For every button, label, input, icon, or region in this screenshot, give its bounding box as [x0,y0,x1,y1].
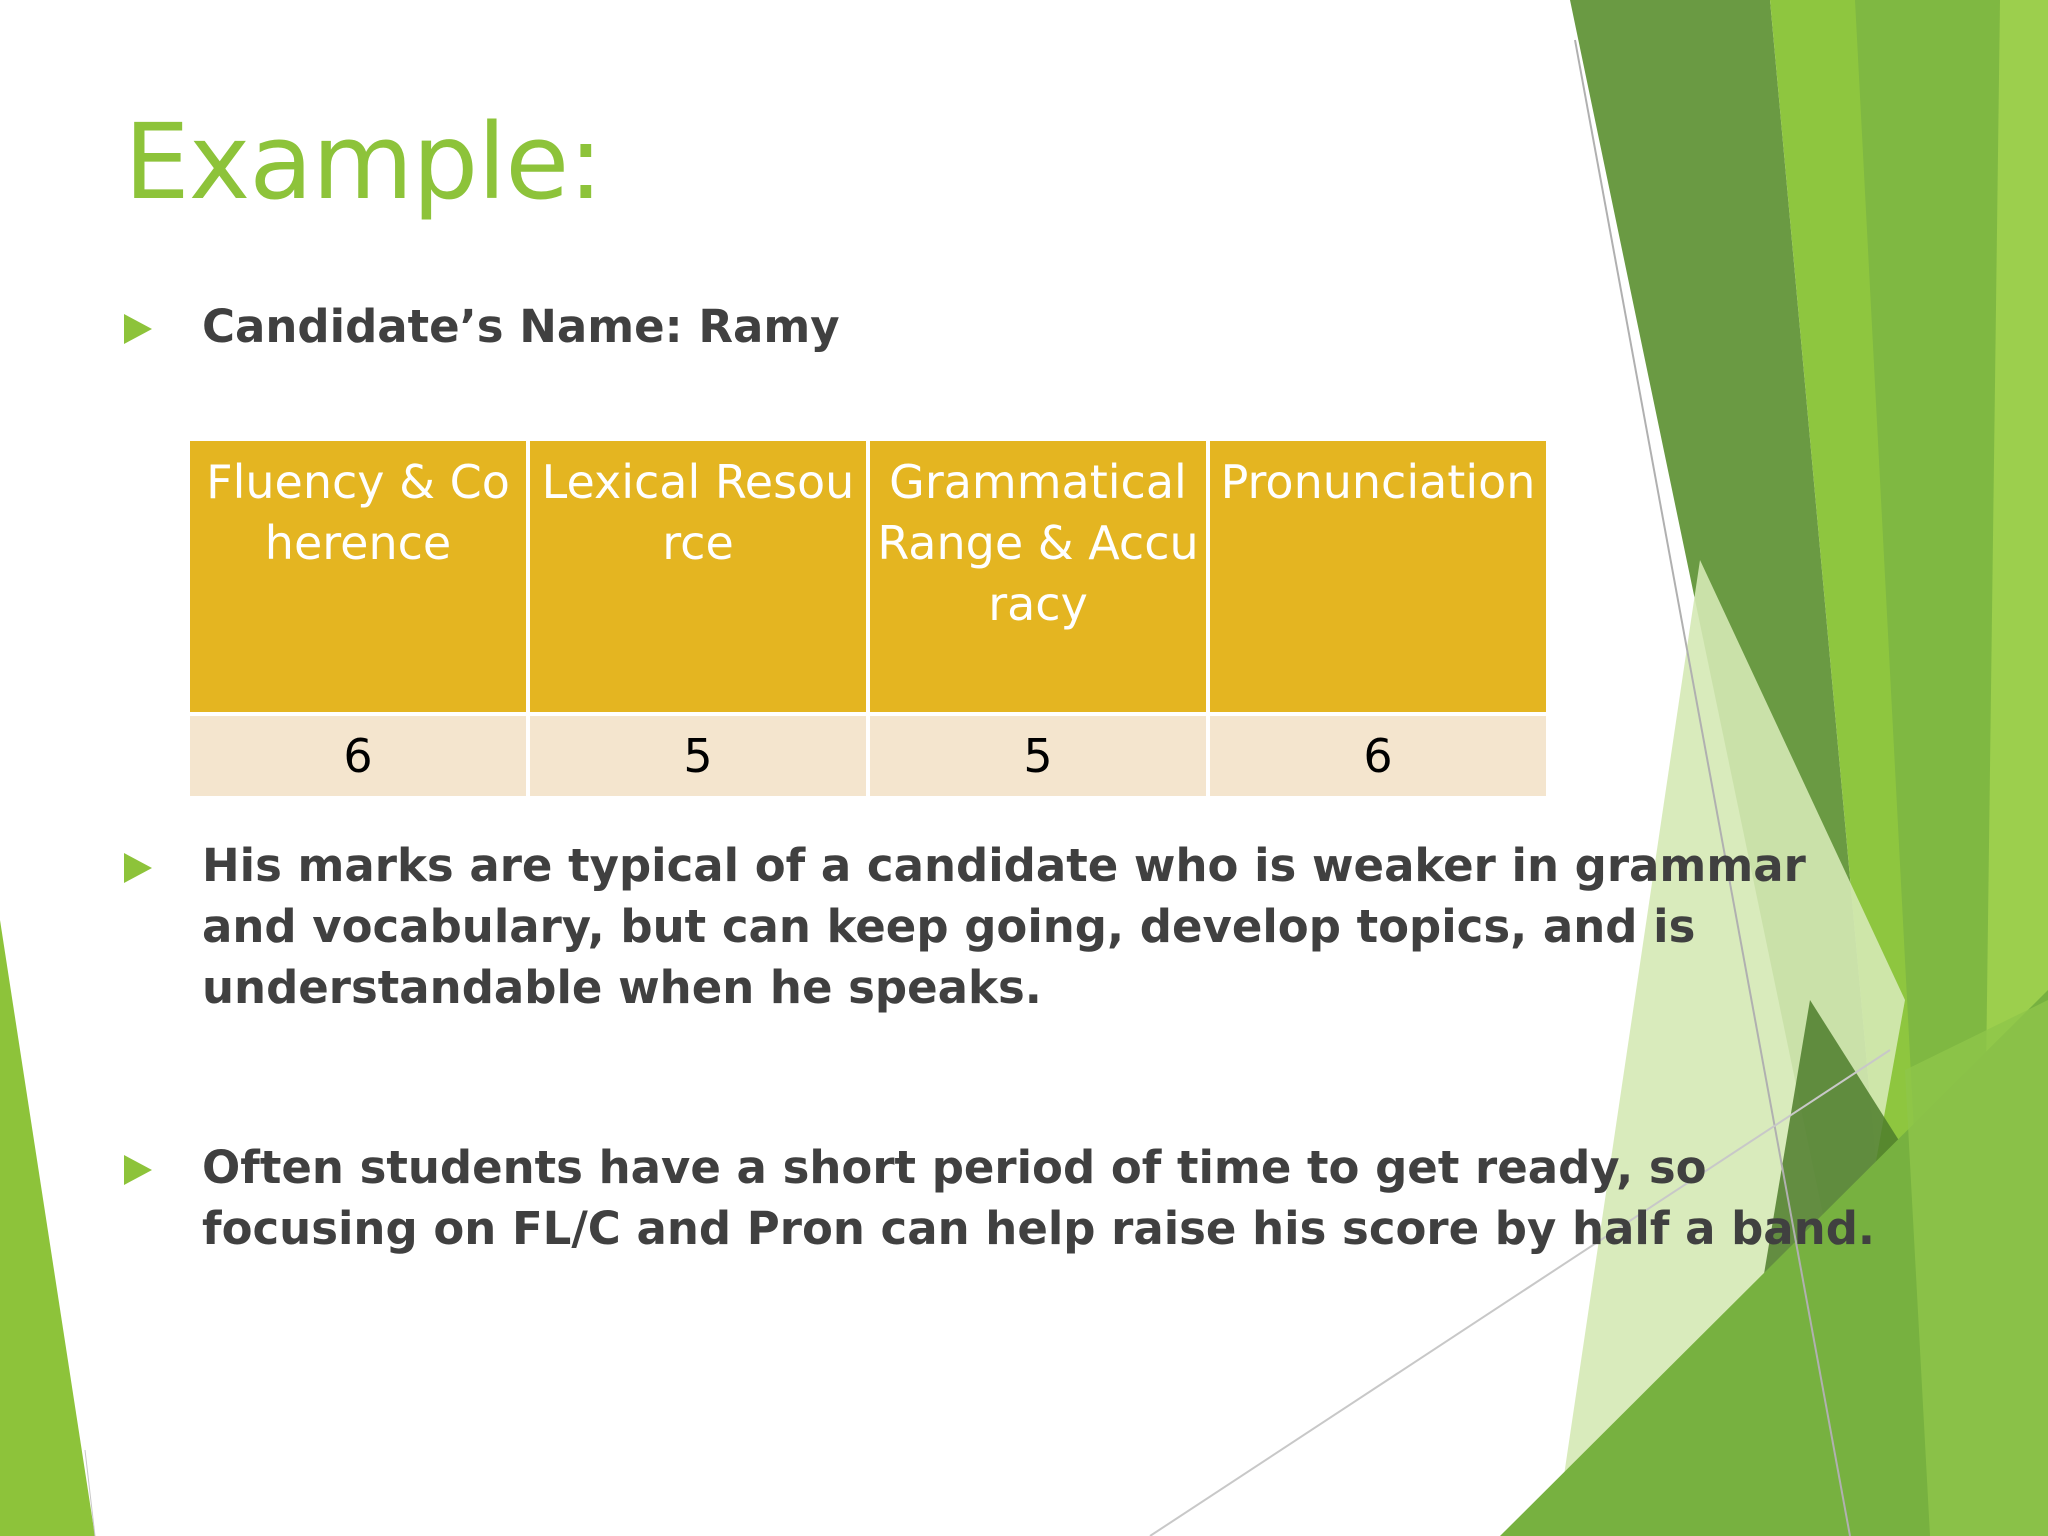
left-green-wedge [0,920,95,1536]
score-table-row [188,714,1548,798]
bullet-arrow-icon [124,1155,152,1185]
bottom-green-highlight [1905,1000,2048,1536]
score-grammatical-range-accuracy: 5 [868,714,1208,798]
bullet-text: Often students have a short period of time to get ready, so focusing on FL/C and Pron can help raise his score by half a band. [202,1141,1876,1255]
bullet-arrow-icon [124,314,152,344]
bullet-preparation-advice [124,1137,1904,1259]
header-grammatical-range-accuracy: Grammatical Range & Accuracy [868,439,1208,714]
slide-title: Example: [124,101,603,223]
bullet-candidate-name [124,296,1904,357]
bullet-text: Candidate’s Name: Ramy [202,300,840,353]
bullet-arrow-icon [124,853,152,883]
header-lexical-resource: Lexical Resource [528,439,868,714]
header-pronunciation: Pronunciation [1208,439,1548,714]
score-fluency-coherence: 6 [188,714,528,798]
score-table-header-row [188,439,1548,714]
header-fluency-coherence: Fluency & Coherence [188,439,528,714]
score-table [186,437,1550,800]
score-lexical-resource: 5 [528,714,868,798]
bullet-text: His marks are typical of a candidate who is weaker in grammar and vocabulary, but can keep going, develop topics, and is understandable when he speaks. [202,839,1806,1014]
score-pronunciation: 6 [1208,714,1548,798]
bullet-marks-explanation [124,835,1904,1018]
